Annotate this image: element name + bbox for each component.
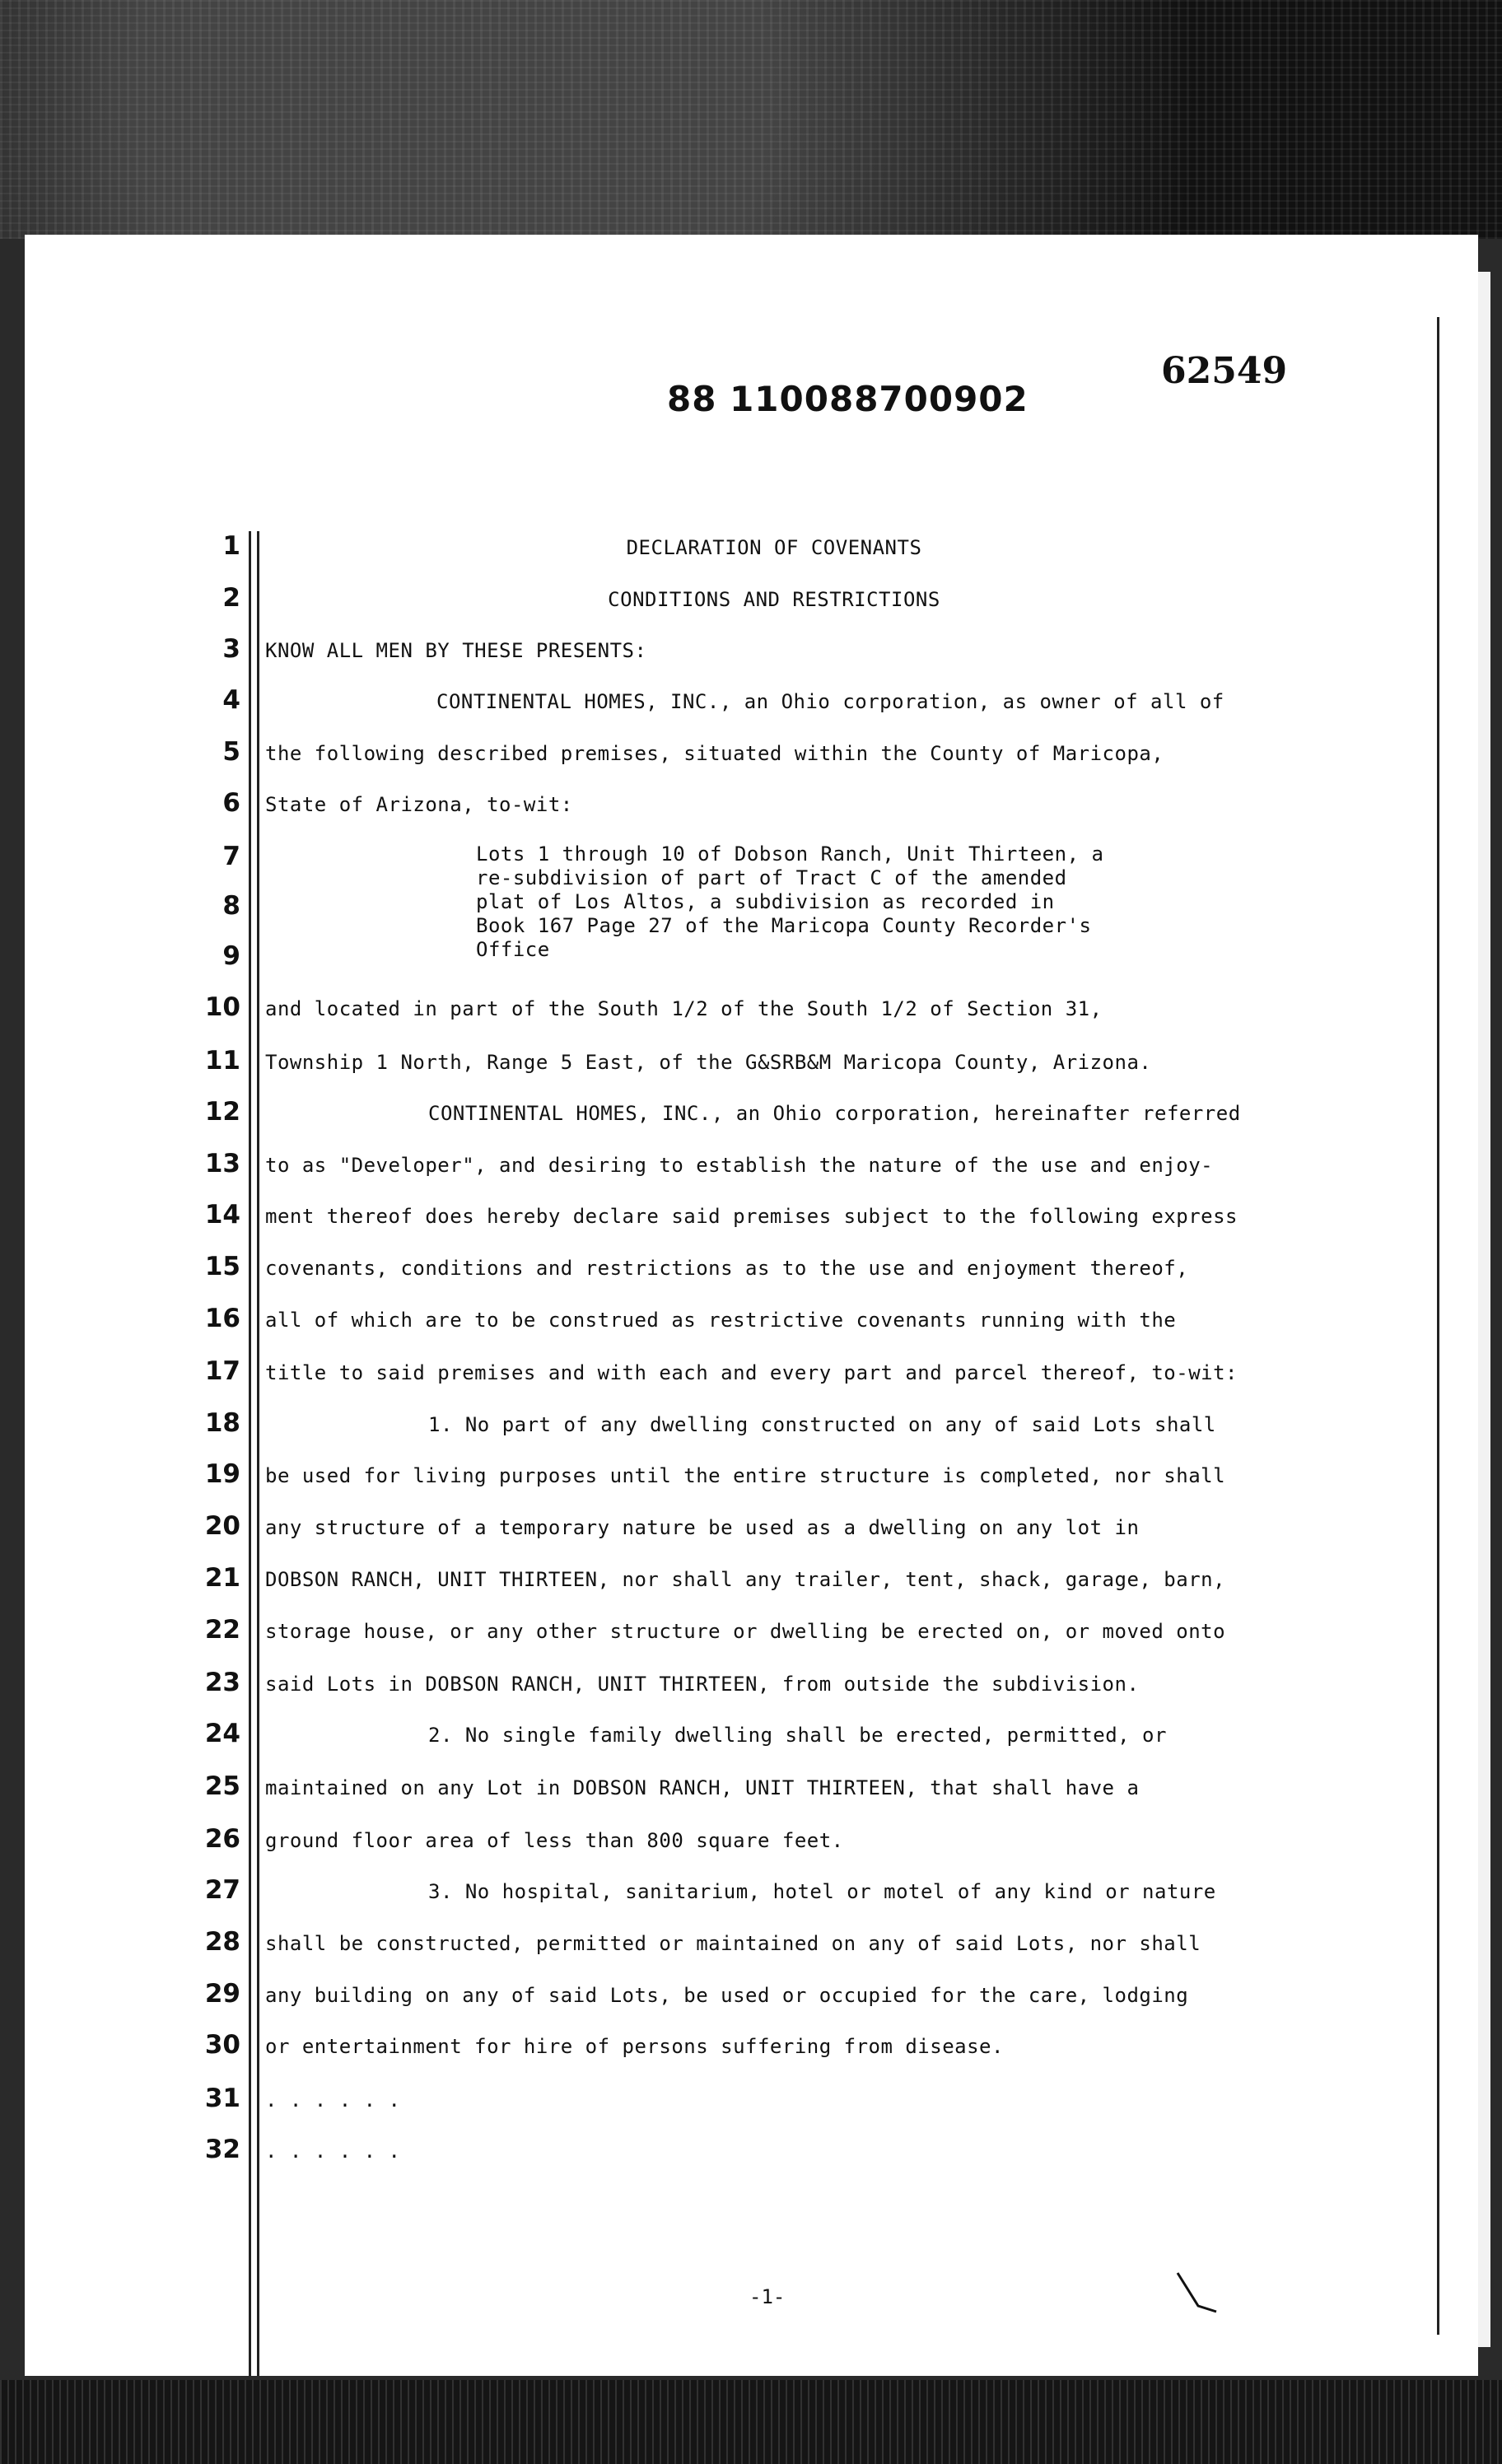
line-number: 26	[204, 1824, 240, 1854]
text-line: to as "Developer", and desiring to establish the nature of the use and enjoy-	[265, 1154, 1214, 1177]
scan-border-top	[0, 0, 1502, 239]
text-line: 1. No part of any dwelling constructed on any of said Lots shall	[428, 1413, 1216, 1436]
line-number: 6	[222, 788, 240, 818]
line-number: 32	[204, 2135, 240, 2164]
text-line: or entertainment for hire of persons suffering from disease.	[265, 2035, 1004, 2058]
text-line: Township 1 North, Range 5 East, of the G&SRB&M Maricopa County, Arizona.	[265, 1051, 1152, 1074]
text-line: CONTINENTAL HOMES, INC., an Ohio corporation, as owner of all of	[436, 690, 1224, 713]
text-line: and located in part of the South 1/2 of the South 1/2 of Section 31,	[265, 997, 1103, 1020]
text-line: storage house, or any other structure or dwelling be erected on, or moved onto	[265, 1620, 1226, 1643]
text-line: DOBSON RANCH, UNIT THIRTEEN, nor shall any trailer, tent, shack, garage, barn,	[265, 1568, 1226, 1591]
left-margin-rule-inner	[257, 531, 259, 2376]
line-number: 29	[204, 1979, 240, 2009]
text-line: KNOW ALL MEN BY THESE PRESENTS:	[265, 639, 647, 662]
text-line: 2. No single family dwelling shall be erected, permitted, or	[428, 1724, 1167, 1747]
text-line: title to said premises and with each and every part and parcel thereof, to-wit:	[265, 1361, 1238, 1384]
legal-description-line: re-subdivision of part of Tract C of the amended	[476, 866, 1067, 889]
line-number: 2	[222, 583, 240, 613]
line-number: 16	[204, 1304, 240, 1333]
line-number: 1	[222, 531, 240, 561]
text-line: all of which are to be construed as restrictive covenants running with the	[265, 1309, 1177, 1332]
legal-description-line: plat of Los Altos, a subdivision as recorded in	[476, 890, 1055, 913]
line-number: 10	[204, 992, 240, 1022]
line-number: 31	[204, 2084, 240, 2113]
line-number: 12	[204, 1097, 240, 1127]
document-page	[25, 235, 1478, 2376]
text-line: State of Arizona, to-wit:	[265, 793, 573, 816]
legal-description-line: Book 167 Page 27 of the Maricopa County Recorder's	[476, 914, 1092, 937]
document-id: 62549	[1161, 350, 1288, 392]
text-line: CONTINENTAL HOMES, INC., an Ohio corporation, hereinafter referred	[428, 1102, 1241, 1125]
text-line: said Lots in DOBSON RANCH, UNIT THIRTEEN, from outside the subdivision.	[265, 1673, 1140, 1696]
line-number: 17	[204, 1356, 240, 1386]
line-number: 18	[204, 1408, 240, 1438]
right-margin-rule	[1437, 317, 1439, 2335]
line-number: 25	[204, 1771, 240, 1801]
document-title: DECLARATION OF COVENANTS	[626, 536, 922, 559]
line-number: 19	[204, 1459, 240, 1489]
line-number: 13	[204, 1149, 240, 1178]
text-line: any structure of a temporary nature be used as a dwelling on any lot in	[265, 1516, 1140, 1539]
continuation-dots: . . . . . .	[265, 2088, 401, 2112]
text-line: ground floor area of less than 800 square feet.	[265, 1829, 844, 1852]
pen-mark-icon	[1173, 2269, 1223, 2318]
line-number: 7	[222, 842, 240, 871]
text-line: shall be constructed, permitted or maintained on any of said Lots, nor shall	[265, 1932, 1201, 1955]
line-number: 15	[204, 1252, 240, 1281]
line-number: 28	[204, 1927, 240, 1957]
page-number: -1-	[749, 2285, 786, 2308]
line-number: 11	[204, 1046, 240, 1076]
line-number: 9	[222, 941, 240, 971]
continuation-dots: . . . . . .	[265, 2140, 401, 2163]
document-subtitle: CONDITIONS AND RESTRICTIONS	[608, 588, 940, 611]
text-line: maintained on any Lot in DOBSON RANCH, UNIT THIRTEEN, that shall have a	[265, 1776, 1140, 1799]
legal-description-line: Lots 1 through 10 of Dobson Ranch, Unit Thirteen, a	[476, 842, 1104, 866]
line-number: 5	[222, 737, 240, 767]
recording-number: 88 110088700902	[667, 379, 1029, 419]
text-line: 3. No hospital, sanitarium, hotel or motel of any kind or nature	[428, 1880, 1216, 1903]
scan-border-bottom	[0, 2380, 1502, 2464]
line-number: 30	[204, 2030, 240, 2060]
line-number: 27	[204, 1875, 240, 1905]
line-number: 23	[204, 1668, 240, 1697]
line-number: 20	[204, 1511, 240, 1541]
text-line: be used for living purposes until the entire structure is completed, nor shall	[265, 1464, 1226, 1487]
text-line: the following described premises, situated within the County of Maricopa,	[265, 742, 1164, 765]
legal-description-line: Office	[476, 938, 550, 961]
line-number: 14	[204, 1200, 240, 1230]
line-number: 3	[222, 634, 240, 664]
line-number: 8	[222, 891, 240, 921]
text-line: covenants, conditions and restrictions as to the use and enjoyment thereof,	[265, 1257, 1189, 1280]
line-number: 22	[204, 1615, 240, 1645]
line-number: 21	[204, 1563, 240, 1593]
text-line: ment thereof does hereby declare said premises subject to the following express	[265, 1205, 1238, 1228]
text-line: any building on any of said Lots, be used or occupied for the care, lodging	[265, 1984, 1189, 2007]
line-number: 4	[222, 685, 240, 715]
left-margin-rule	[249, 531, 251, 2376]
line-number: 24	[204, 1719, 240, 1748]
